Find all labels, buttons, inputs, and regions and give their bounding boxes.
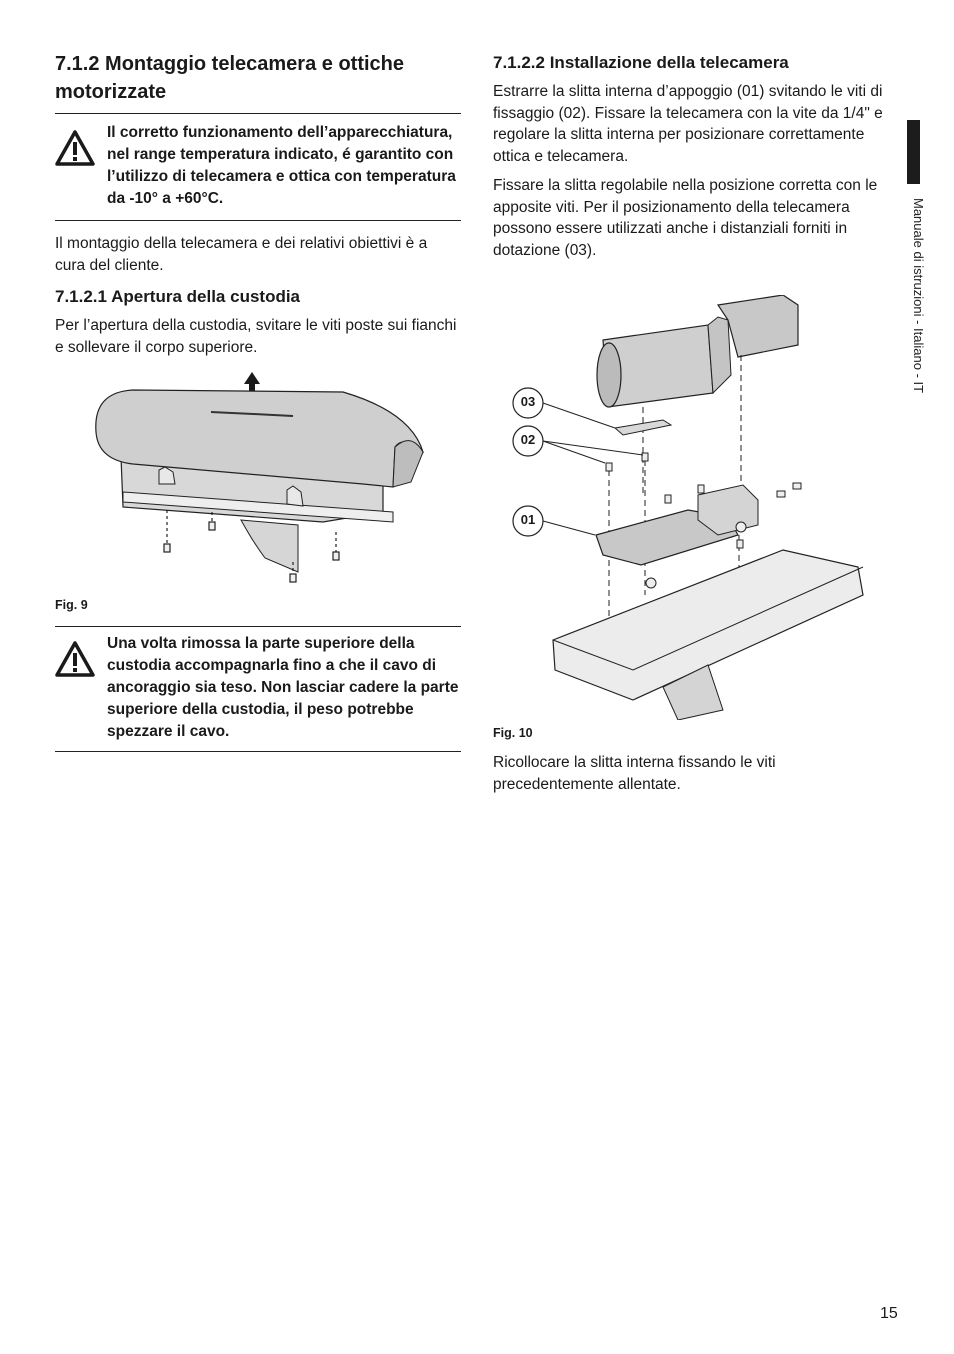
figure-10-label: Fig. 10 [493,726,533,740]
section-tab-marker [907,120,920,184]
page-number: 15 [880,1305,898,1322]
paragraph-fix-slide: Fissare la slitta regolabile nella posizione corretta con le apposite viti. Per il posizionamento della telecamera possono essere utilizzati anche i distanziali forniti in dotazione (03). [493,177,878,259]
callout-01: 01 [520,512,536,527]
callout-02: 02 [520,432,536,447]
warning-text: Il corretto funzionamento dell’apparecchiatura, nel range temperatura indicato, é garantito con l’utilizzo di telecamera e ottica con temperatura da -10° a +60°C. [107,124,456,207]
figure-9-illustration [93,372,433,590]
figure-9-label: Fig. 9 [55,598,461,627]
subsection-heading: 7.1.2.1 Apertura della custodia [55,287,301,306]
warning-text: Una volta rimossa la parte superiore della custodia accompagnarla fino a che il cavo di ancoraggio sia teso. Non lasciar cadere la parte superiore della custodia, il peso potrebbe spezzare il cavo. [107,635,459,740]
warning-box-temperature [55,114,461,221]
left-column [55,50,461,752]
side-manual-label: Manuale di istruzioni - Italiano - IT [911,198,926,394]
paragraph-extract-slide: Estrarre la slitta interna d’appoggio (01) svitando le viti di fissaggio (02). Fissare la telecamera con la vite da 1/4" e regolare la slitta interna per posizionare correttamente ottica e telecamera. [493,83,883,165]
warning-icon [55,633,107,682]
intro-paragraph: Il montaggio della telecamera e dei relativi obiettivi è a cura del cliente. [55,235,428,274]
subsection-paragraph: Per l’apertura della custodia, svitare le viti poste sui fianchi e sollevare il corpo superiore. [55,317,457,356]
figure-10-illustration [493,295,888,720]
paragraph-replace-slide: Ricollocare la slitta interna fissando le viti precedentemente allentate. [493,754,776,793]
right-column [493,50,888,795]
warning-box-cable [55,627,461,752]
section-heading: 7.1.2 Montaggio telecamera e ottiche motorizzate [55,50,461,114]
warning-icon [55,122,107,171]
callout-03: 03 [520,394,536,409]
subsection-heading: 7.1.2.2 Installazione della telecamera [493,53,789,72]
